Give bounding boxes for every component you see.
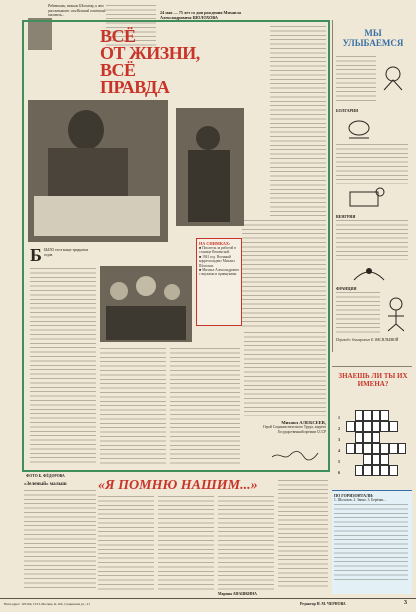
- crossword-cell: [355, 443, 364, 454]
- signature-block: [244, 420, 326, 434]
- crossword-cell: [363, 432, 372, 443]
- smile-text-4: [336, 292, 380, 336]
- crossword-cell: [346, 443, 355, 454]
- cartoon-3: [346, 186, 386, 212]
- photo-writer-at-work: [28, 100, 168, 242]
- row-number: 1: [338, 415, 340, 420]
- crossword-cell: [372, 465, 381, 476]
- bottom-column-4: [278, 480, 328, 590]
- crossword-cells: [346, 410, 408, 478]
- crossword-cell: [355, 421, 364, 432]
- answers-title: ПО ГОРИЗОНТАЛИ:: [334, 493, 374, 498]
- section-hungary: ВЕНГРИЯ: [336, 214, 356, 219]
- crossword-cell: [372, 432, 381, 443]
- bottom-author: Марина АНАШКИНА: [218, 592, 257, 596]
- article-column-top-right: [270, 26, 326, 216]
- crossword-cell: [363, 410, 372, 421]
- caption-box-title: НА СНИМКАХ:: [199, 241, 231, 246]
- answers-text: 1. Шолохов. 2. Звено. 3. Берёзки...: [334, 498, 387, 502]
- row-number: 5: [338, 459, 340, 464]
- signature-name: Михаил АЛЕКСЕЕВ,: [281, 420, 326, 425]
- article-column-lower-3: [244, 332, 326, 416]
- headline-line-1: ВСЁ: [100, 26, 136, 46]
- cartoon-1: [378, 62, 408, 92]
- crossword-cell: [372, 443, 381, 454]
- quiz-title: ЗНАЕШЬ ЛИ ТЫ ИХ ИМЕНА?: [338, 372, 408, 388]
- crossword-cell: [380, 465, 389, 476]
- photo-war-correspondent: [176, 108, 244, 226]
- bottom-left-text: [24, 490, 96, 590]
- crossword-cell: [380, 410, 389, 421]
- crossword-cell: [389, 443, 398, 454]
- caption-item-2: ■ 1941 год. Военный корреспондент Михаил Шолохов.: [199, 254, 235, 268]
- intro-lead: Ребятишки, звонили Шолохову, и это рассказывает: сам Великий советский писатель...: [48, 4, 106, 18]
- crossword-cell: [363, 454, 372, 465]
- row-number: 6: [338, 470, 340, 475]
- dateline: 24 мая — 75 лет со дня рождения Михаила Александровича ШОЛОХОВА: [160, 10, 241, 21]
- footer-rule: [0, 598, 416, 599]
- cartoon-4: [352, 262, 386, 284]
- bottom-column-2: [158, 496, 214, 592]
- section-france: ФРАНЦИЯ: [336, 286, 357, 291]
- crossword-cell: [363, 465, 372, 476]
- crossword-cell: [389, 421, 398, 432]
- photo-family: [100, 266, 192, 342]
- page-number: 3: [404, 600, 407, 606]
- smile-credit: Перевод с болгарского Е. ВАСИЛЬЕВОЙ: [336, 338, 399, 342]
- crossword-cell: [398, 443, 407, 454]
- section-bulgaria: БОЛГАРИЯ: [336, 108, 358, 113]
- caption-item-3: ■ Михаил Александрович с внуками и правнуками.: [199, 268, 239, 277]
- drop-cap: Б: [30, 245, 42, 265]
- crossword-row-numbers: [338, 412, 346, 478]
- smile-text-3: [336, 220, 408, 260]
- crossword-cell: [380, 454, 389, 465]
- article-opening: БЫЛО это в конце тридцатых годов.: [44, 248, 89, 257]
- bottom-column-3: [218, 496, 274, 592]
- crossword-cell: [346, 421, 355, 432]
- crossword-cell: [363, 443, 372, 454]
- footer-editor: Редактор Н. М. ЧЕРНОВА: [300, 602, 346, 606]
- crossword-cell: [380, 443, 389, 454]
- footer-address: Наш адрес: 103104, ГСП, Москва, К-104, Сущевская ул., 21: [4, 602, 90, 606]
- crossword-cell: [389, 465, 398, 476]
- row-number: 4: [338, 448, 340, 453]
- row-number: 3: [338, 437, 340, 442]
- smile-title: МЫ УЛЫБАЕМСЯ: [342, 28, 404, 48]
- headline: [100, 28, 208, 96]
- signature-role: Герой Социалистического Труда, лауреат Государственной премии СССР: [263, 425, 326, 434]
- article-column-lower-1: [100, 348, 166, 464]
- headline-line-3: ВСЁ ПРАВДА: [100, 60, 170, 97]
- photo-caption-box: [196, 238, 242, 326]
- crossword-cell: [372, 421, 381, 432]
- cartoon-5: [382, 296, 410, 332]
- handwritten-signature: [270, 448, 320, 460]
- crossword-cell: [372, 410, 381, 421]
- crossword-cell: [372, 454, 381, 465]
- crossword-cell: [355, 432, 364, 443]
- cartoon-2: [344, 116, 374, 142]
- crossword-cell: [355, 465, 364, 476]
- caption-item-1: ■ Писатель за работой в станице Вешенской.: [199, 246, 236, 255]
- crossword-cell: [380, 421, 389, 432]
- bottom-left-title: «Зеленый» малыш: [24, 482, 67, 487]
- article-column-lower-2: [170, 348, 240, 464]
- article-column-left: [30, 268, 96, 464]
- smile-text-1: [336, 56, 376, 104]
- crossword-cell: [355, 410, 364, 421]
- bottom-headline: «Я ПОМНЮ НАШИМ...»: [98, 478, 258, 493]
- crossword-answers: [332, 490, 412, 594]
- row-number: 2: [338, 426, 340, 431]
- smile-text-2: [336, 144, 408, 184]
- bottom-column-1: [98, 496, 154, 592]
- headline-line-2: ОТ ЖИЗНИ,: [100, 43, 200, 63]
- crossword-cell: [363, 421, 372, 432]
- article-column-mid-right: [242, 220, 326, 330]
- photo-credit: ФОТО Б. ФЁДОРОВА: [26, 474, 65, 478]
